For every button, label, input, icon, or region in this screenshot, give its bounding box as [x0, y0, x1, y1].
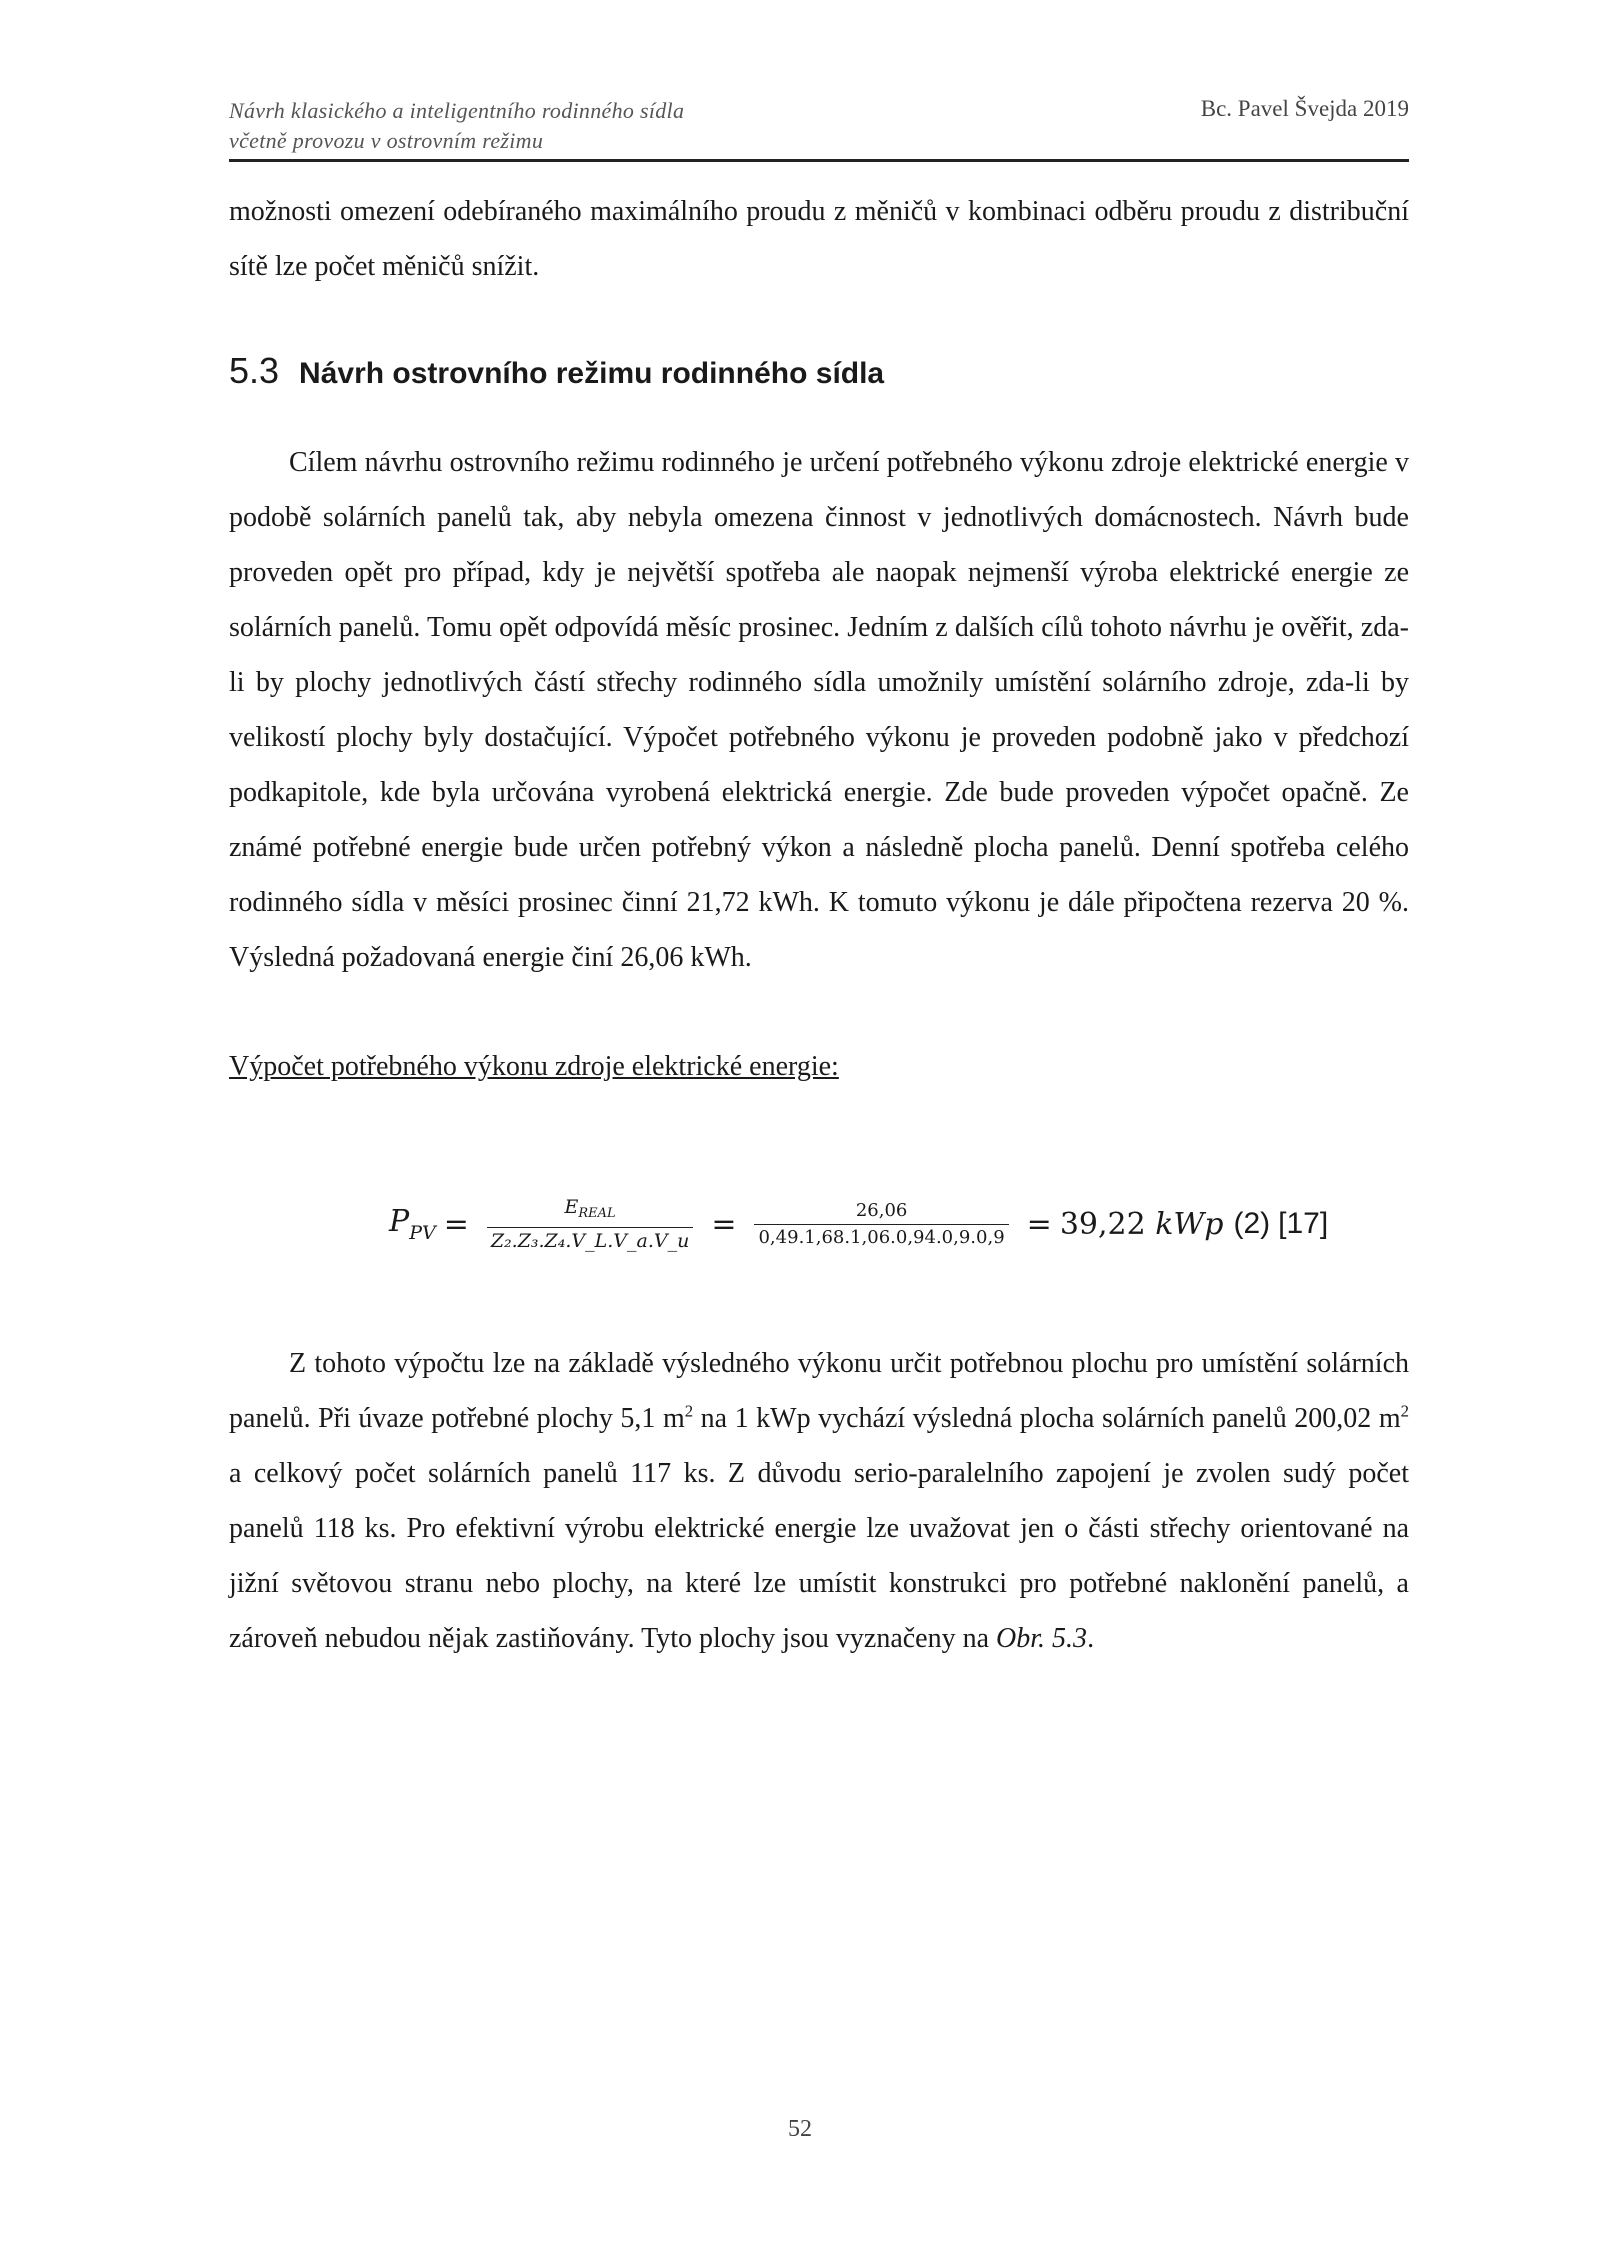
- fraction-numeric: [754, 1198, 1008, 1251]
- subheading: Výpočet potřebného výkonu zdroje elektrické energie:: [229, 1051, 839, 1082]
- section-title: Návrh ostrovního režimu rodinného sídla: [299, 357, 885, 390]
- equals-sign: =: [711, 1206, 737, 1242]
- header-title-line2: včetně provozu v ostrovním režimu: [229, 128, 544, 153]
- paragraph-2-text-b: na 1 kWp vychází výsledná plocha solárních panelů 200,02 m: [693, 1403, 1401, 1434]
- page-content: [229, 184, 1409, 1666]
- formula-lhs: [389, 1204, 436, 1244]
- paragraph-2-text-a: Z tohoto výpočtu lze na základě výsledného výkonu určit potřebnou plochu pro umístění solárních panelů. Při úvaze potřebné plochy 5,1 m: [229, 1348, 1409, 1434]
- figure-reference[interactable]: Obr. 5.3: [996, 1623, 1088, 1654]
- equals-sign: =: [1026, 1206, 1052, 1242]
- fraction-numeric-denominator: 0,49.1,68.1,06.0,94.0,9.0,9: [758, 1226, 1005, 1248]
- header-title-line1: Návrh klasického a inteligentního rodinného sídla: [229, 98, 685, 123]
- paragraph-2: [229, 1336, 1409, 1666]
- page-number: 52: [788, 2116, 812, 2142]
- formula-lhs-symbol: P: [389, 1204, 410, 1239]
- citation: [17]: [1278, 1207, 1329, 1240]
- formula-unit: kWp: [1155, 1206, 1224, 1242]
- formula-result: 39,22: [1059, 1206, 1146, 1242]
- equation-number: (2): [1233, 1207, 1271, 1240]
- paragraph-2-text-c: a celkový počet solárních panelů 117 ks. Z důvodu serio-paralelního zapojení je zvolen sudý počet panelů 118 ks. Pro efektivní výrobu elektrické energie lze uvažovat jen o části střechy orientované na jižní světovou stranu nebo plochy, na které lze umístit konstrukci pro potřebné naklonění panelů, a zároveň nebudou nějak zastiňovány. Tyto plochy jsou vyznačeny na: [229, 1458, 1409, 1654]
- section-number: 5.3: [229, 350, 280, 391]
- equals-sign: =: [443, 1206, 469, 1242]
- formula-row: [389, 1194, 1328, 1254]
- fraction-symbolic: [487, 1194, 694, 1254]
- formula-lhs-subscript: PV: [409, 1222, 436, 1244]
- fraction-numeric-numerator: 26,06: [855, 1199, 908, 1221]
- intro-paragraph: možnosti omezení odebíraného maximálního proudu z měničů v kombinaci odběru proudu z distribuční sítě lze počet měničů snížit.: [229, 196, 1409, 282]
- page-header: [229, 96, 1409, 156]
- paragraph-2-end: .: [1087, 1623, 1095, 1654]
- fraction-symbolic-numerator: [561, 1194, 620, 1227]
- superscript-2: 2: [684, 1401, 694, 1421]
- fraction-symbolic-denominator: Z₂.Z₃.Z₄.V_L.V_a.V_u: [490, 1230, 690, 1252]
- section-heading: [229, 348, 1409, 397]
- formula: [229, 1164, 1409, 1284]
- superscript-2: 2: [1400, 1401, 1409, 1421]
- header-author: Bc. Pavel Švejda 2019: [1200, 96, 1409, 121]
- numerator-symbol: E: [564, 1196, 579, 1218]
- numerator-subscript: REAL: [578, 1206, 616, 1221]
- header-rule: [229, 159, 1409, 162]
- paragraph-1: Cílem návrhu ostrovního režimu rodinného je určení potřebného výkonu zdroje elektrické energie v podobě solárních panelů tak, aby nebyla omezena činnost v jednotlivých domácnostech. Návrh bude proveden opět pro případ, kdy je největší spotřeba ale naopak nejmenší výroba elektrické energie ze solárních panelů. Tomu opět odpovídá měsíc prosinec. Jedním z dalších cílů tohoto návrhu je ověřit, zda-li by plochy jednotlivých částí střechy rodinného sídla umožnily umístění solárního zdroje, zda-li by velikostí plochy byly dostačující. Výpočet potřebného výkonu je proveden podobně jako v předchozí podkapitole, kde byla určována vyrobená elektrická energie. Zde bude proveden výpočet opačně. Ze známé potřebné energie bude určen potřebný výkon a následně plocha panelů. Denní spotřeba celého rodinného sídla v měsíci prosinec činní 21,72 kWh. K tomuto výkonu je dále připočtena rezerva 20 %. Výsledná požadovaná energie činí 26,06 kWh.: [229, 447, 1409, 973]
